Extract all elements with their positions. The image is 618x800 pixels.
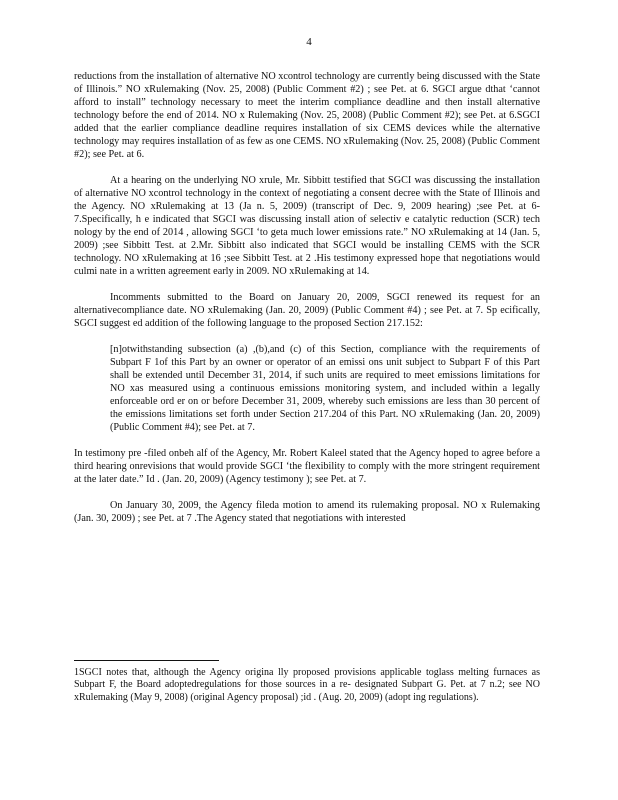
paragraph-testimony: In testimony pre -filed onbeh alf of the Agency, Mr. Robert Kaleel stated that the Agency hoped to agree before a third hearing onrevisions that would provide SGCI ‘the flexibility to comply with the more stringent requirement at the later date.” Id . (Jan. 20, 2009) (Agency testimony ); see Pet. at 7. (74, 448, 540, 485)
paragraph-comments: Incomments submitted to the Board on January 20, 2009, SGCI renewed its request for an alternativecompliance date. NO xRulemaking (Jan. 20, 2009) (Public Comment #4) ; see Pet. at 7. Sp ecifically, SGCI suggest ed addition of the following language to the proposed Section 217.152: (74, 292, 540, 329)
block-quote: [n]otwithstanding subsection (a) ,(b),and (c) of this Section, compliance with the requirements of Subpart F 1of this Part by an owner or operator of an emissi ons unit subject to Subpart F of this Part shall be extended until December 31, 2014, if such units are required to meet emissions limitations for NO xas measured using a continuous emissions monitoring system, and included within a legally enforceable ord er on or before December 31, 2009, whereby such emissions are less than 30 percent of the emissions limitations set forth under Section 217.204 of this Part. NO xRulemaking (Jan. 20, 2009) (Public Comment #4); see Pet. at 7. (110, 344, 540, 433)
paragraph-continued: reductions from the installation of alternative NO xcontrol technology are currently being discussed with the State of Illinois.” NO xRulemaking (Nov. 25, 2008) (Public Comment #2) ; see Pet. at 6. SGCI argue dthat ‘cannot afford to install” technology necessary to meet the interim compliance deadline and then install alternative technology before the end of 2014. NO x Rulemaking (Nov. 25, 2008) (Public Comment #2); see Pet. at 6.SGCI added that the earlier compliance deadline requires installation of six CEMS devices while the alternative technology may requires installation of as few as one CEMS. NO xRulemaking (Nov. 25, 2008) (Public Comment #2); see Pet. at 6. (74, 71, 540, 160)
footnote-divider (74, 660, 219, 661)
footnote: 1SGCI notes that, although the Agency origina lly proposed provisions applicable toglass melting furnaces as Subpart F, the Board adoptedregulations for those sources in a re- designated Subpart G. Pet. at 7 n.2; see NO xRulemaking (May 9, 2008) (original Agency proposal) ;id . (Aug. 20, 2009) (adopt ing regulations). (74, 667, 540, 703)
page-number: 4 (306, 36, 312, 48)
paragraph-hearing: At a hearing on the underlying NO xrule, Mr. Sibbitt testified that SGCI was discussing the installation of alternative NO xcontrol technology in the context of negotiating a consent decree with the State of Illinois and the Agency. NO xRulemaking at 13 (Ja n. 5, 2009) (transcript of Dec. 9, 2009 hearing) ;see Pet. at 6- 7.Specifically, h e indicated that SGCI was discussing install ation of selectiv e catalytic reduction (SCR) tech nology by the end of 2014 , allowing SGCI ‘to geta much lower emissions rate.” NO xRulemaking at 14 (Jan. 5, 2009) ;see Sibbitt Test. at 2.Mr. Sibbitt also indicated that SGCI would be installing CEMS with the SCR technology. NO xRulemaking at 16 ;see Sibbitt Test. at 2 .His testimony expressed hope that negotiations would culmi nate in a written agreement early in 2009. NO xRulemaking at 14. (74, 175, 540, 277)
document-body (74, 70, 540, 525)
paragraph-motion: On January 30, 2009, the Agency fileda motion to amend its rulemaking proposal. NO x Rulemaking (Jan. 30, 2009) ; see Pet. at 7 .The Agency stated that negotiations with interested (74, 500, 540, 524)
